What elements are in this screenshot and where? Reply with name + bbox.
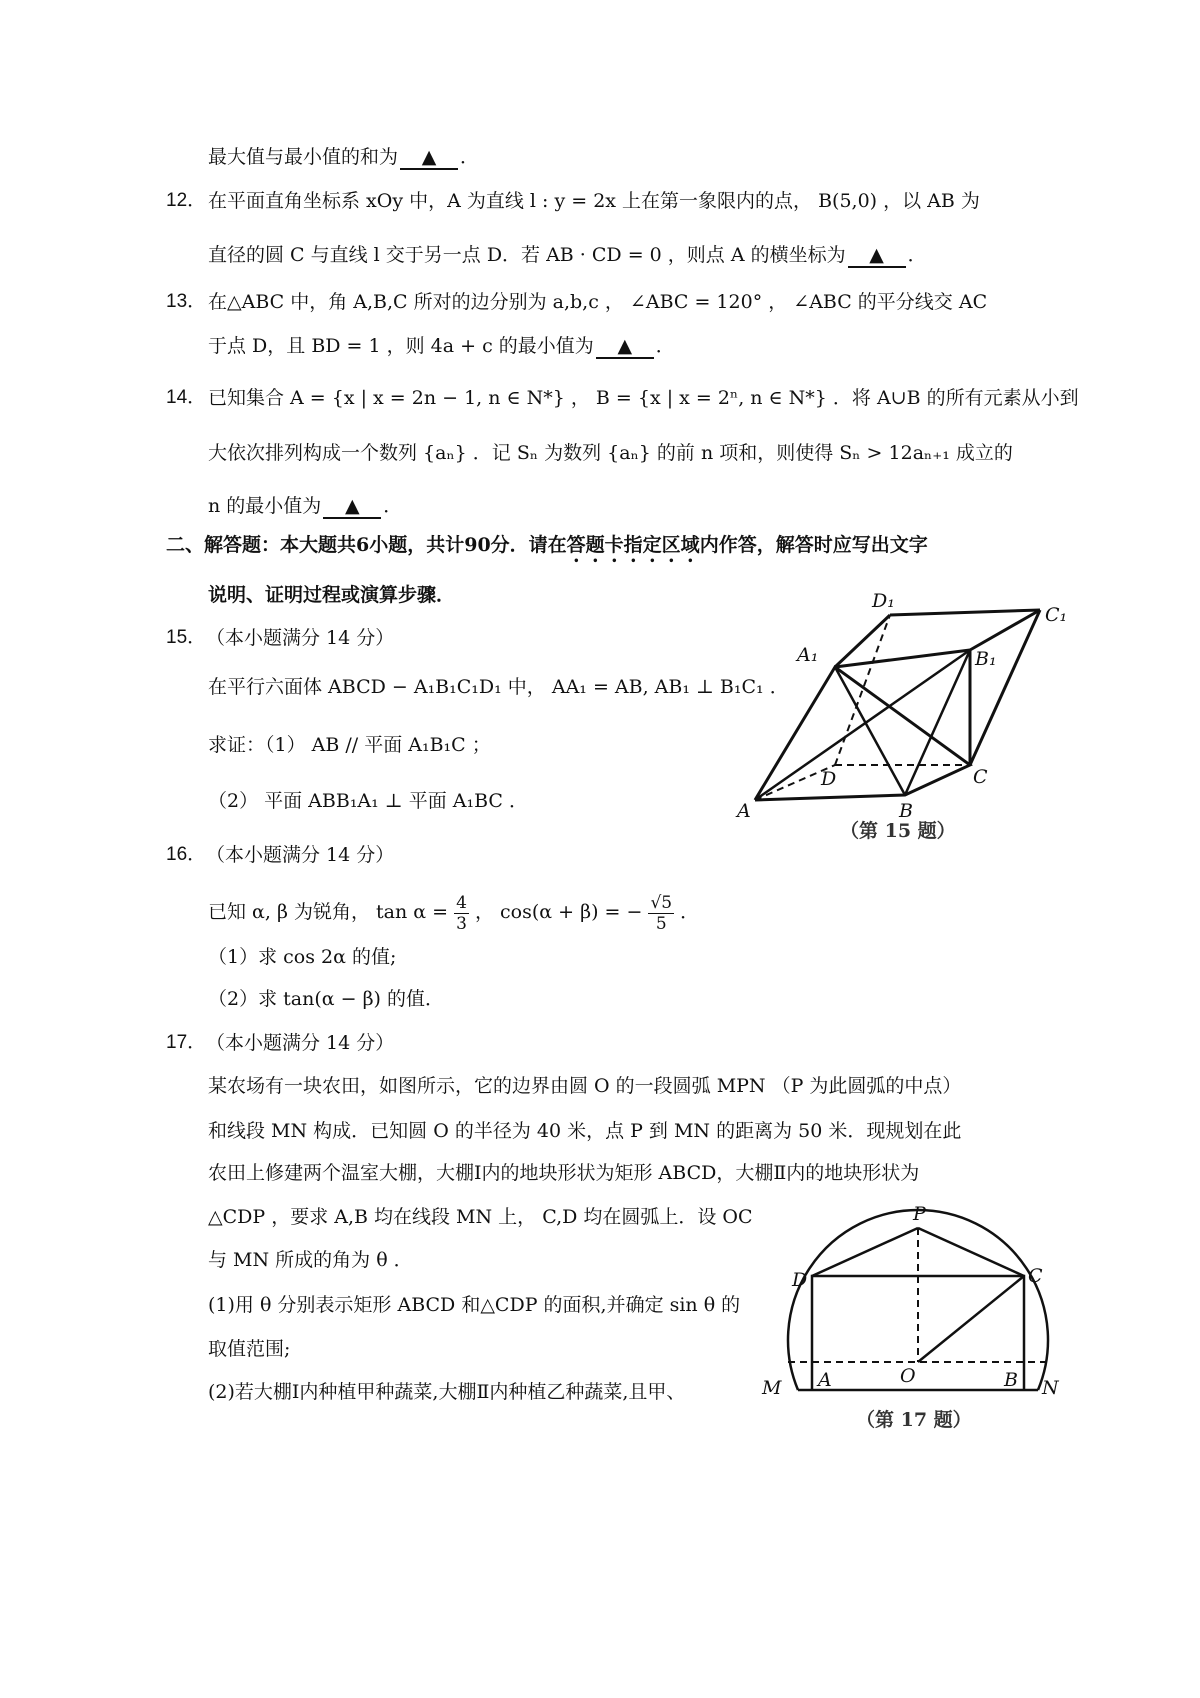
label-N: N	[1042, 1377, 1059, 1399]
label-A: A	[818, 1369, 832, 1391]
q15-text-3: （2） 平面 ABB₁A₁ ⊥ 平面 A₁BC ．	[208, 790, 528, 812]
q17-text-5: 与 MN 所成的角为 θ ．	[208, 1249, 413, 1271]
q17-header: （本小题满分 14 分）	[206, 1032, 395, 1054]
figure-17-farmland	[758, 1198, 1078, 1438]
q15-text-2: 求证：（1） AB // 平面 A₁B₁C ；	[208, 734, 491, 756]
q16-text-1: 已知 α, β 为锐角， tan α = $\frac{4}{3}$ ， cos(α + β) = − $\frac{√5}{5}$ ．	[208, 892, 700, 934]
q17-number: 17．	[166, 1032, 207, 1053]
label-B1: B₁	[975, 648, 997, 670]
q16-number: 16．	[166, 844, 207, 865]
q17-text-1: 某农场有一块农田，如图所示，它的边界由圆 O 的一段圆弧 MPN （P 为此圆弧的中点）	[208, 1075, 962, 1097]
q17-text-8: (2)若大棚Ⅰ内种植甲种蔬菜,大棚Ⅱ内种植乙种蔬菜,且甲、	[208, 1381, 686, 1403]
q12-text-2: 直径的圆 C 与直线 l 交于另一点 D．若 AB · CD = 0 ，则点 A 的横坐标为 ▲ ．	[208, 244, 927, 266]
label-O: O	[900, 1365, 916, 1387]
q14-text-1: 已知集合 A = {x | x = 2n − 1, n ∈ N*} ， B = {x | x = 2ⁿ, n ∈ N*} ．将 A∪B 的所有元素从小到	[208, 387, 1079, 409]
label-D: D	[792, 1269, 808, 1291]
q17-text-2: 和线段 MN 构成．已知圆 O 的半径为 40 米，点 P 到 MN 的距离为 50 米．现规划在此	[208, 1120, 962, 1142]
q14-number: 14．	[166, 387, 207, 408]
q14-text-2: 大依次排列构成一个数列 {aₙ} ．记 Sₙ 为数列 {aₙ} 的前 n 项和，则使得 Sₙ > 12aₙ₊₁ 成立的	[208, 442, 1013, 464]
q14-text-3: n 的最小值为 ▲ ．	[208, 495, 403, 517]
q15-number: 15．	[166, 627, 207, 648]
q17-text-7: 取值范围;	[208, 1338, 291, 1360]
q13-text-1: 在△ABC 中，角 A,B,C 所对的边分别为 a,b,c ， ∠ABC = 120° ， ∠ABC 的平分线交 AC	[208, 291, 988, 313]
answer-blank[interactable]: ▲	[400, 146, 458, 170]
q13-number: 13．	[166, 291, 207, 312]
q17-text-3: 农田上修建两个温室大棚，大棚Ⅰ内的地块形状为矩形 ABCD，大棚Ⅱ内的地块形状为	[208, 1162, 920, 1184]
answer-blank[interactable]: ▲	[848, 244, 906, 268]
q15-header: （本小题满分 14 分）	[206, 627, 395, 649]
answer-blank[interactable]: ▲	[323, 495, 381, 519]
label-B: B	[899, 800, 913, 822]
q16-text-2: （1）求 cos 2α 的值;	[208, 946, 397, 968]
q16-text-3: （2）求 tan(α − β) 的值．	[208, 988, 445, 1010]
section2-heading-1: 二、解答题：本大题共6小题，共计90分．请在答题卡指定区域内作答，解答时应写出文字	[166, 534, 928, 556]
label-C1: C₁	[1045, 604, 1068, 626]
q17-text-6: (1)用 θ 分别表示矩形 ABCD 和△CDP 的面积,并确定 sin θ 的	[208, 1294, 741, 1316]
fraction-sqrt5-5: $\frac{√5}{5}$	[650, 892, 673, 934]
figure-17-caption: （第 17 题）	[856, 1409, 972, 1431]
label-C: C	[973, 766, 988, 788]
fraction-4-3: $\frac{4}{3}$	[456, 892, 467, 934]
label-C: C	[1028, 1265, 1043, 1287]
label-B: B	[1004, 1369, 1018, 1391]
q17-text-4: △CDP ，要求 A,B 均在线段 MN 上， C,D 均在圆弧上．设 OC	[208, 1206, 753, 1228]
section2-heading-2: 说明、证明过程或演算步骤．	[208, 584, 456, 606]
answer-blank[interactable]: ▲	[596, 335, 654, 359]
label-A1: A₁	[797, 644, 819, 666]
q16-header: （本小题满分 14 分）	[206, 844, 395, 866]
q12-number: 12．	[166, 190, 207, 211]
q13-text-2: 于点 D，且 BD = 1 ，则 4a + c 的最小值为 ▲ ．	[208, 335, 675, 357]
figure-15-parallelepiped	[735, 585, 1095, 845]
label-M: M	[762, 1377, 782, 1399]
q15-text-1: 在平行六面体 ABCD − A₁B₁C₁D₁ 中， AA₁ = AB, AB₁ ⊥ B₁C₁ ．	[208, 676, 789, 698]
label-D1: D₁	[872, 590, 895, 612]
q12-text-1: 在平面直角坐标系 xOy 中，A 为直线 l : y = 2x 上在第一象限内的点， B(5,0) ，以 AB 为	[208, 190, 980, 212]
label-A: A	[737, 800, 751, 822]
label-P: P	[913, 1203, 926, 1225]
label-D: D	[821, 768, 837, 790]
q11-continuation: 最大值与最小值的和为 ▲ ．	[208, 146, 480, 168]
figure-15-caption: （第 15 题）	[840, 820, 956, 842]
